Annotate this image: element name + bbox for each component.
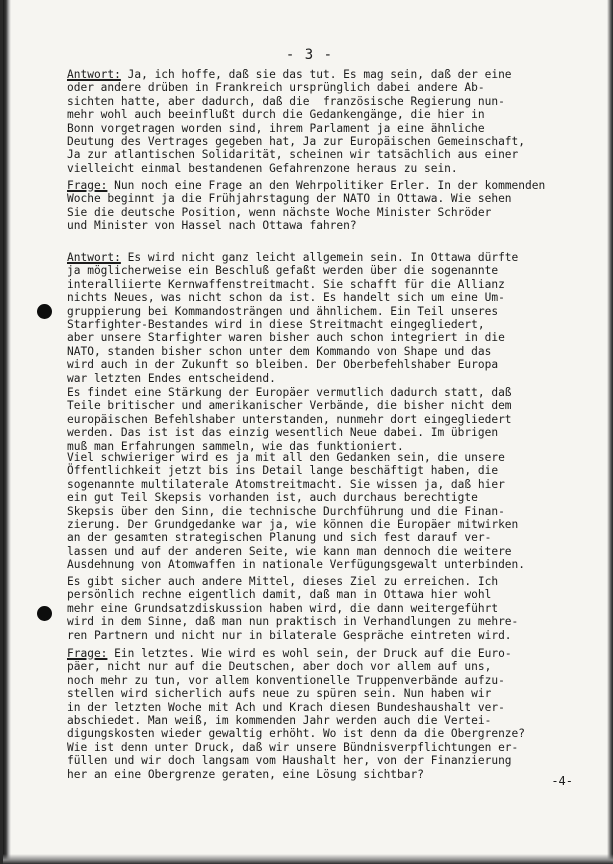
speaker-label: Frage: [67, 647, 108, 660]
paragraph-question-2 [67, 647, 565, 781]
punch-hole-icon [37, 304, 52, 319]
paragraph-text: Es gibt sicher auch andere Mittel, dieses Ziel zu erreichen. Ich persönlich rechne eigentlich damit, daß man in Ottawa hier wohl mehr eine Grundsatzdiskussion haben wird, die dann weitergeführt wird in dem Sinne, daß man nun praktisch in Verhandlungen zu mehre- ren Partnern und nicht nur in bilaterale Gespräche eintreten wird. [67, 575, 519, 642]
speaker-label: Antwort: [67, 251, 121, 264]
paragraph-first-line: Es wird nicht ganz leicht allgemein sein. In Ottawa dürfte [120, 251, 519, 264]
paragraph-text: päer, nicht nur auf die Deutschen, aber doch vor allem auf uns, noch mehr zu tun, vor allem konventionelle Truppenverbände aufzu- stellen wird sicherlich aufs neue zu spüren sein. Nun haben wir in der letzten Woche mit Ach und Krach diesen Bundeshaushalt ver- abschiedet. Man weiß, im kommenden Jahr werden auch die Vertei- digungskosten wieder gewaltig erhöht. Wo ist denn da die Obergrenze? Wie ist denn unter Druck, daß wir unsere Bündnisverpflichtungen er- füllen und wir doch langsam vom Haushalt her, von der Finanzierung her an eine Obergrenze geraten, eine Lösung sichtbar? [67, 660, 526, 781]
paragraph-answer-1 [67, 68, 565, 175]
paragraph-text: Woche beginnt ja die Frühjahrstagung der NATO in Ottawa. Wie sehen Sie die deutsche Position, wenn nächste Woche Minister Schröder und Minister von Hassel nach Ottawa fahren? [67, 192, 512, 233]
scan-edge-bottom [3, 854, 613, 864]
paragraph-question-1 [67, 179, 565, 233]
paragraph-text: Viel schwieriger wird es ja mit all den Gedanken sein, die unsere Öffentlichkeit jetzt bis ins Detail lange beschäftigt haben, die sogenannte multilaterale Atomstreitmacht. Sie wissen ja, daß hier ein gut Teil Skepsis vorhanden ist, auch durchaus berechtigte Skepsis über den Sinn, die technische Durchführung und die Finan- zierung. Der Grundgedanke war ja, wie können die Europäer mitwirken an der gesamten strategischen Planung und sich fest darauf ver- lassen und auf der anderen Seite, wie kann man dennoch die weitere Ausdehnung von Atomwaffen in nationale Verfügungsgewalt unterbinden. [67, 451, 526, 572]
paragraph-text: ja möglicherweise ein Beschluß gefaßt werden über die sogenannte interalliierte Kernwaffenstreitmacht. Sie schafft für die Allianz nichts Neues, was nicht schon da ist. Es handelt sich um eine Um- gruppierung bei Kommandosträngen und ähnlichem. Ein Teil unseres Starfighter-Bestandes wird in diese Streitmacht eingegliedert, aber unsere Starfighter waren bisher auch schon integriert in die NATO, standen bisher schon unter dem Kommando von Shape und das wird auch in der Zukunft so bleiben. Der Oberbefehlshaber Europa war letzten Endes entscheidend. [67, 264, 505, 385]
paragraph-answer-2 [67, 251, 565, 385]
punch-hole-icon [37, 606, 52, 621]
scan-edge-left [3, 0, 11, 864]
next-page-marker: -4- [551, 774, 573, 788]
paragraph-first-line: Ein letztes. Wie wird es wohl sein, der Druck auf die Euro- [107, 647, 512, 660]
paragraph-answer-2-cont-2 [67, 451, 565, 572]
speaker-label: Antwort: [67, 68, 121, 81]
paragraph-first-line: Ja, ich hoffe, daß sie das tut. Es mag sein, daß der eine [120, 68, 512, 81]
paragraph-answer-2-cont-3 [67, 575, 565, 642]
speaker-label: Frage: [67, 179, 108, 192]
paragraph-answer-2-cont-1 [67, 386, 565, 453]
paragraph-text: oder andere drüben in Frankreich ursprünglich dabei andere Ab- sichten hatte, aber dadurch, daß die französische Regierung nun- mehr wohl auch beeinflußt durch die Gedankengänge, die hier in Bonn vorgetragen worden sind, ihrem Parlament ja eine ähnliche Deutung des Vertrages gegeben hat, Ja zur Europäischen Gemeinschaft, Ja zur atlantischen Solidarität, scheinen wir tatsächlich aus einer vielleicht einmal bestandenen Gefahrenzone heraus zu sein. [67, 81, 526, 175]
paragraph-text: Es findet eine Stärkung der Europäer vermutlich dadurch statt, daß Teile britischer und amerikanischer Verbände, die bisher nicht dem europäischen Befehlshaber unterstanden, nunmehr dort eingegliedert werden. Das ist ist das einzig wesentlich Neue dabei. Im übrigen muß man Erfahrungen sammeln, wie das funktioniert. [67, 386, 512, 453]
page-number: - 3 - [285, 47, 334, 63]
paragraph-first-line: Nun noch eine Frage an den Wehrpolitiker Erler. In der kommenden [107, 179, 546, 192]
scan-edge-right [607, 0, 613, 864]
